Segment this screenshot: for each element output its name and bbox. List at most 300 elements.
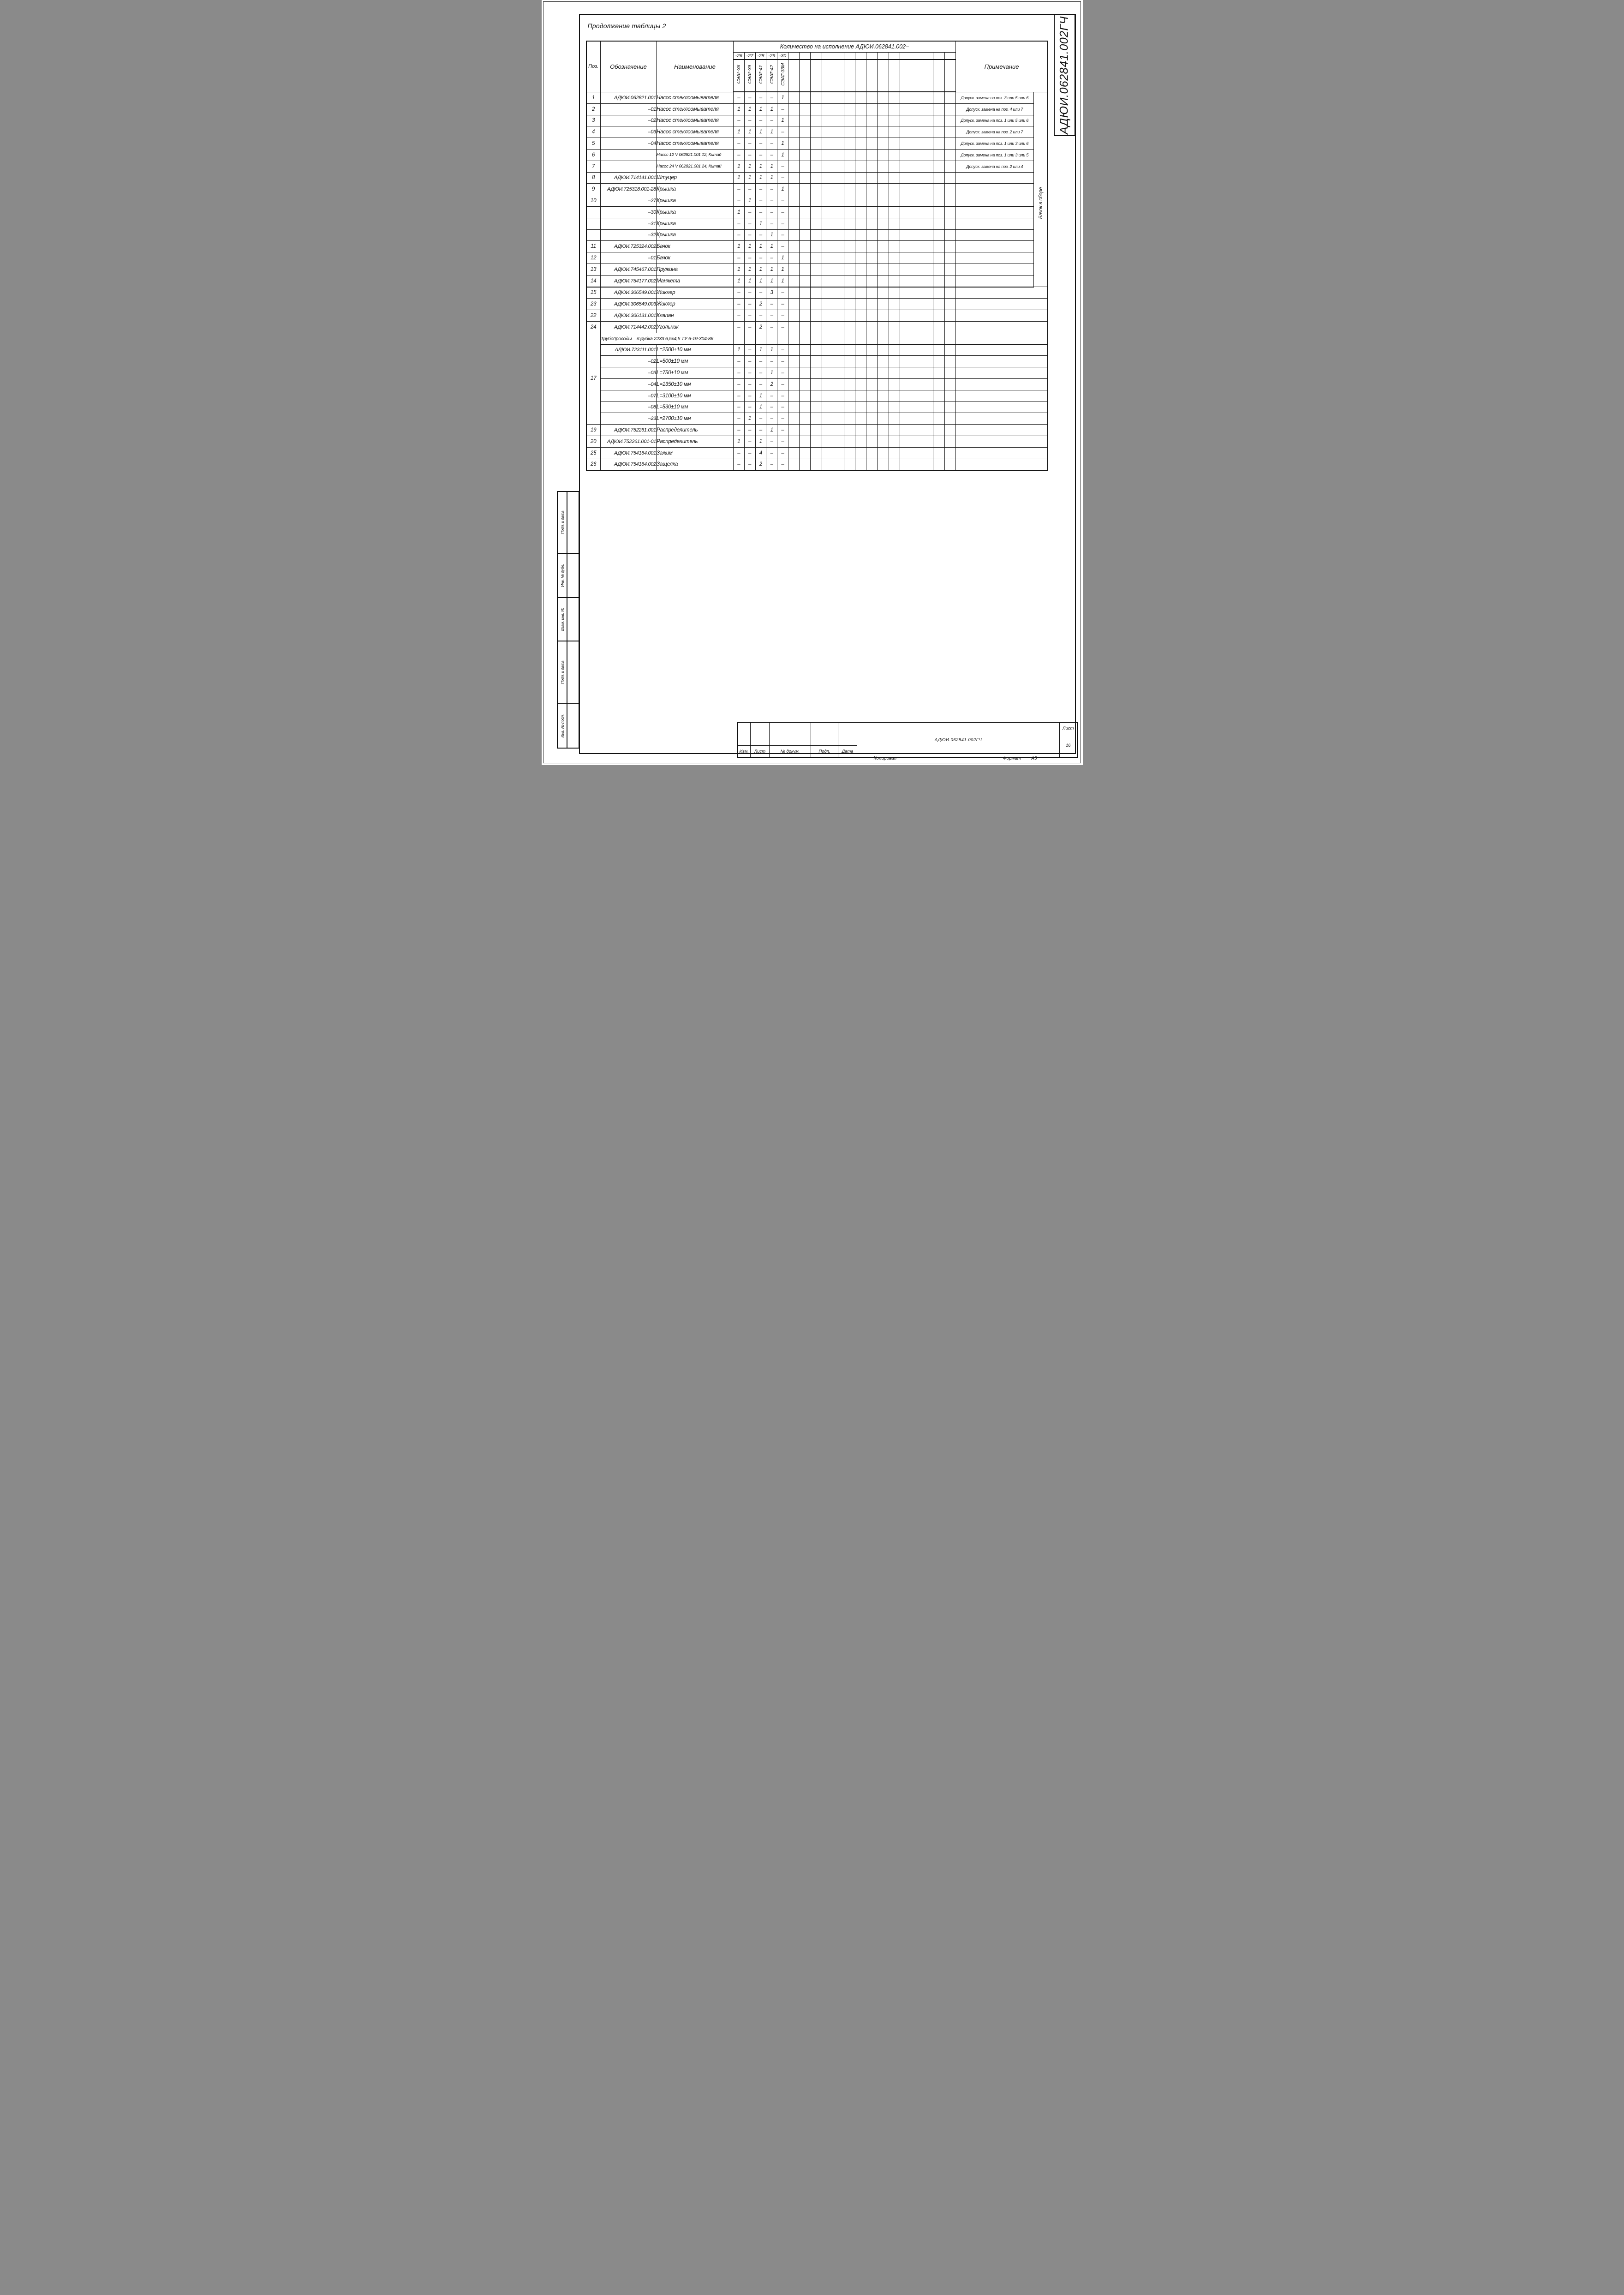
qty-empty-cell (900, 92, 911, 103)
note-cell (955, 436, 1048, 447)
qty-empty-cell (844, 401, 855, 413)
qty-empty-cell (833, 310, 844, 322)
qty-empty-cell (866, 459, 878, 470)
poz-cell: 2 (586, 103, 601, 115)
qty-cell: 1 (755, 103, 766, 115)
qty-empty-cell (866, 184, 878, 195)
poz-cell: 11 (586, 241, 601, 252)
label-ndokum: № докум. (770, 746, 811, 758)
qty-cell: 1 (777, 115, 788, 126)
qty-empty-cell (866, 138, 878, 150)
qty-col-empty (855, 52, 866, 60)
qty-empty-cell (855, 401, 866, 413)
qty-empty-cell (788, 356, 799, 367)
qty-empty-cell (844, 115, 855, 126)
qty-cell: – (777, 299, 788, 310)
qty-empty-cell (911, 378, 922, 390)
qty-empty-cell (866, 344, 878, 356)
qty-empty-cell (833, 378, 844, 390)
revision-cell (751, 734, 770, 746)
qty-empty-cell (800, 229, 811, 241)
qty-cell: 1 (744, 126, 755, 138)
qty-empty-cell (900, 184, 911, 195)
qty-empty-cell (788, 344, 799, 356)
qty-col-empty (900, 52, 911, 60)
note-cell (955, 299, 1048, 310)
qty-empty-cell (889, 321, 900, 333)
qty-cell: – (766, 401, 777, 413)
qty-col-model: СЭАТ-41 (755, 60, 766, 92)
qty-cell: – (766, 115, 777, 126)
qty-empty-cell (944, 310, 955, 322)
qty-empty-cell (900, 401, 911, 413)
qty-empty-cell (822, 115, 833, 126)
qty-empty-cell (944, 206, 955, 218)
qty-empty-cell (855, 287, 866, 299)
qty-empty-cell (878, 344, 889, 356)
qty-col-empty (866, 60, 878, 92)
qty-empty-cell (833, 275, 844, 287)
qty-empty-cell (933, 92, 944, 103)
designation-cell: АДЮИ.306549.003 (601, 299, 657, 310)
table-row (586, 241, 1048, 252)
stamp-label: Подп. и дата (560, 510, 565, 534)
qty-cell: 1 (755, 172, 766, 184)
stamp-box-4 (557, 641, 579, 704)
name-cell: Распределитель (657, 436, 734, 447)
qty-empty-cell (944, 436, 955, 447)
qty-empty-cell (944, 378, 955, 390)
designation-cell: АДЮИ.725324.002 (601, 241, 657, 252)
qty-cell (755, 333, 766, 344)
designation-cell: АДЮИ.745467.001 (601, 264, 657, 275)
qty-empty-cell (855, 195, 866, 207)
qty-cell: 1 (777, 275, 788, 287)
qty-cell: – (734, 356, 745, 367)
col-header-note: Примечание (955, 41, 1048, 92)
qty-empty-cell (900, 333, 911, 344)
qty-empty-cell (878, 378, 889, 390)
name-cell: Крышка (657, 218, 734, 229)
qty-empty-cell (788, 206, 799, 218)
qty-cell: – (744, 149, 755, 161)
qty-empty-cell (855, 425, 866, 436)
qty-empty-cell (944, 172, 955, 184)
qty-cell: – (777, 390, 788, 401)
designation-cell: –04 (601, 138, 657, 150)
qty-empty-cell (822, 367, 833, 379)
qty-cell: 1 (744, 413, 755, 425)
stamp-box-5 (557, 703, 579, 749)
qty-empty-cell (911, 126, 922, 138)
qty-empty-cell (822, 356, 833, 367)
note-cell (955, 390, 1048, 401)
qty-empty-cell (889, 275, 900, 287)
qty-empty-cell (922, 161, 933, 172)
qty-empty-cell (933, 126, 944, 138)
qty-cell: – (766, 252, 777, 264)
table-row (586, 459, 1048, 470)
qty-cell: – (734, 390, 745, 401)
qty-empty-cell (800, 459, 811, 470)
revision-cell (770, 734, 811, 746)
table-row (586, 378, 1048, 390)
qty-empty-cell (800, 378, 811, 390)
qty-empty-cell (811, 390, 822, 401)
qty-empty-cell (889, 241, 900, 252)
name-cell: Манжета (657, 275, 734, 287)
qty-empty-cell (911, 436, 922, 447)
qty-empty-cell (811, 218, 822, 229)
qty-empty-cell (866, 447, 878, 459)
qty-empty-cell (833, 172, 844, 184)
qty-empty-cell (866, 115, 878, 126)
qty-col-index: -29 (766, 52, 777, 60)
qty-col-model: СЭАТ-42 (766, 60, 777, 92)
qty-empty-cell (811, 103, 822, 115)
qty-empty-cell (800, 161, 811, 172)
qty-empty-cell (811, 264, 822, 275)
qty-empty-cell (811, 92, 822, 103)
designation-cell: –31 (601, 218, 657, 229)
designation-cell: АДЮИ.306549.001 (601, 287, 657, 299)
qty-empty-cell (878, 241, 889, 252)
qty-empty-cell (911, 161, 922, 172)
qty-empty-cell (900, 378, 911, 390)
qty-empty-cell (833, 229, 844, 241)
poz-cell: 14 (586, 275, 601, 287)
qty-empty-cell (800, 367, 811, 379)
poz-cell: 13 (586, 264, 601, 275)
table-row (586, 103, 1048, 115)
title-block-row (738, 722, 1077, 734)
qty-cell (744, 333, 755, 344)
qty-cell: 1 (755, 390, 766, 401)
poz-cell: 23 (586, 299, 601, 310)
revision-cell (838, 722, 857, 734)
note-cell (955, 218, 1033, 229)
qty-empty-cell (878, 161, 889, 172)
qty-empty-cell (822, 138, 833, 150)
qty-empty-cell (844, 413, 855, 425)
qty-empty-cell (800, 252, 811, 264)
note-cell (955, 333, 1048, 344)
qty-cell: – (777, 367, 788, 379)
qty-empty-cell (800, 103, 811, 115)
qty-empty-cell (889, 390, 900, 401)
qty-empty-cell (855, 459, 866, 470)
qty-empty-cell (800, 275, 811, 287)
qty-col-model: СЭАТ-39 (744, 60, 755, 92)
name-cell: Штуцер (657, 172, 734, 184)
qty-empty-cell (878, 413, 889, 425)
qty-cell: – (777, 344, 788, 356)
qty-cell: – (755, 425, 766, 436)
qty-cell: – (755, 184, 766, 195)
qty-empty-cell (833, 138, 844, 150)
table-row (586, 447, 1048, 459)
table-row (586, 206, 1048, 218)
qty-empty-cell (866, 195, 878, 207)
qty-empty-cell (911, 310, 922, 322)
qty-cell: 1 (734, 241, 745, 252)
qty-cell: – (777, 287, 788, 299)
name-cell: L=530±10 мм (657, 401, 734, 413)
qty-empty-cell (833, 149, 844, 161)
spec-table-body (586, 92, 1048, 470)
qty-empty-cell (911, 287, 922, 299)
qty-cell: – (744, 459, 755, 470)
qty-empty-cell (878, 425, 889, 436)
spec-table-header (586, 41, 1048, 92)
table-row (586, 252, 1048, 264)
label-izm: Изм. (738, 746, 751, 758)
poz-cell: 9 (586, 184, 601, 195)
qty-empty-cell (855, 321, 866, 333)
qty-empty-cell (900, 206, 911, 218)
qty-empty-cell (788, 367, 799, 379)
qty-empty-cell (822, 299, 833, 310)
qty-cell: – (766, 310, 777, 322)
qty-empty-cell (922, 229, 933, 241)
qty-empty-cell (922, 459, 933, 470)
qty-empty-cell (900, 321, 911, 333)
qty-empty-cell (933, 161, 944, 172)
note-cell (955, 413, 1048, 425)
qty-cell: – (777, 206, 788, 218)
qty-empty-cell (844, 241, 855, 252)
qty-empty-cell (900, 218, 911, 229)
qty-empty-cell (800, 218, 811, 229)
qty-empty-cell (844, 138, 855, 150)
qty-empty-cell (788, 299, 799, 310)
qty-empty-cell (788, 229, 799, 241)
qty-cell: – (777, 161, 788, 172)
qty-cell: – (777, 436, 788, 447)
col-header-poz: Поз. (586, 41, 601, 92)
format-value: А3 (1031, 756, 1037, 761)
qty-cell: 1 (734, 206, 745, 218)
qty-empty-cell (844, 275, 855, 287)
qty-empty-cell (800, 390, 811, 401)
qty-empty-cell (900, 367, 911, 379)
qty-empty-cell (822, 436, 833, 447)
name-cell: Крышка (657, 195, 734, 207)
poz-cell: 20 (586, 436, 601, 447)
note-cell (955, 195, 1033, 207)
note-cell (955, 310, 1048, 322)
qty-empty-cell (844, 229, 855, 241)
designation-cell: АДЮИ.306131.001 (601, 310, 657, 322)
revision-cell (738, 734, 751, 746)
qty-empty-cell (866, 275, 878, 287)
qty-empty-cell (889, 425, 900, 436)
qty-empty-cell (844, 356, 855, 367)
note-cell: Допуск. замена на поз. 1 или 3 или 6 (955, 138, 1033, 150)
qty-empty-cell (944, 459, 955, 470)
qty-empty-cell (788, 264, 799, 275)
stamp-box-1 (557, 491, 579, 554)
qty-empty-cell (944, 321, 955, 333)
qty-cell: – (734, 459, 745, 470)
qty-cell: – (766, 218, 777, 229)
qty-empty-cell (844, 287, 855, 299)
designation-cell: АДЮИ.754164.001 (601, 447, 657, 459)
qty-empty-cell (811, 436, 822, 447)
qty-empty-cell (800, 321, 811, 333)
note-cell (955, 172, 1033, 184)
qty-empty-cell (866, 264, 878, 275)
note-cell: Допуск. замена на поз. 3 или 5 или 6 (955, 92, 1033, 103)
qty-cell: – (744, 115, 755, 126)
qty-cell: – (744, 252, 755, 264)
qty-empty-cell (911, 367, 922, 379)
qty-empty-cell (855, 138, 866, 150)
note-cell (955, 367, 1048, 379)
qty-empty-cell (788, 195, 799, 207)
qty-empty-cell (911, 195, 922, 207)
note-cell (955, 447, 1048, 459)
revision-cell (751, 722, 770, 734)
qty-cell: 1 (744, 275, 755, 287)
qty-col-empty (800, 52, 811, 60)
qty-empty-cell (922, 356, 933, 367)
qty-cell: – (734, 321, 745, 333)
qty-empty-cell (900, 356, 911, 367)
note-cell: Допуск. замена на поз. 4 или 7 (955, 103, 1033, 115)
qty-empty-cell (944, 92, 955, 103)
qty-cell: – (744, 367, 755, 379)
qty-cell: – (734, 184, 745, 195)
qty-empty-cell (833, 425, 844, 436)
qty-empty-cell (900, 425, 911, 436)
qty-empty-cell (911, 390, 922, 401)
qty-empty-cell (855, 367, 866, 379)
qty-cell: – (777, 126, 788, 138)
qty-empty-cell (878, 172, 889, 184)
qty-empty-cell (833, 264, 844, 275)
name-cell: Насос стеклоомывателя (657, 92, 734, 103)
qty-cell: 1 (755, 436, 766, 447)
qty-empty-cell (800, 299, 811, 310)
qty-empty-cell (788, 390, 799, 401)
qty-empty-cell (811, 459, 822, 470)
qty-empty-cell (811, 321, 822, 333)
qty-empty-cell (800, 413, 811, 425)
qty-cell: – (777, 378, 788, 390)
qty-empty-cell (855, 436, 866, 447)
qty-empty-cell (788, 459, 799, 470)
qty-empty-cell (855, 184, 866, 195)
qty-empty-cell (911, 218, 922, 229)
qty-empty-cell (844, 161, 855, 172)
stamp-label: Взам. инв. № (560, 607, 565, 631)
qty-empty-cell (922, 378, 933, 390)
side-note-cell (1033, 92, 1048, 287)
poz-cell: 8 (586, 172, 601, 184)
qty-empty-cell (866, 413, 878, 425)
qty-empty-cell (822, 195, 833, 207)
qty-empty-cell (788, 310, 799, 322)
qty-cell: – (734, 229, 745, 241)
qty-cell: – (744, 287, 755, 299)
qty-empty-cell (822, 321, 833, 333)
qty-empty-cell (788, 184, 799, 195)
poz-cell: 26 (586, 459, 601, 470)
qty-empty-cell (900, 447, 911, 459)
qty-empty-cell (844, 310, 855, 322)
qty-empty-cell (822, 184, 833, 195)
qty-cell: – (755, 356, 766, 367)
name-cell: L=3100±10 мм (657, 390, 734, 401)
qty-empty-cell (944, 401, 955, 413)
qty-empty-cell (944, 218, 955, 229)
qty-cell: 1 (777, 138, 788, 150)
qty-empty-cell (911, 321, 922, 333)
qty-cell: – (744, 299, 755, 310)
designation-cell: АДЮИ.752261.001-01 (601, 436, 657, 447)
qty-empty-cell (889, 161, 900, 172)
qty-empty-cell (922, 413, 933, 425)
qty-empty-cell (800, 287, 811, 299)
qty-cell: – (755, 367, 766, 379)
qty-cell: – (744, 436, 755, 447)
qty-cell: 1 (766, 126, 777, 138)
table-row (586, 126, 1048, 138)
qty-empty-cell (900, 252, 911, 264)
qty-empty-cell (922, 333, 933, 344)
qty-empty-cell (911, 344, 922, 356)
qty-empty-cell (922, 184, 933, 195)
qty-empty-cell (878, 436, 889, 447)
qty-empty-cell (855, 333, 866, 344)
qty-empty-cell (900, 413, 911, 425)
qty-cell (777, 333, 788, 344)
qty-empty-cell (866, 149, 878, 161)
qty-empty-cell (911, 184, 922, 195)
qty-empty-cell (933, 264, 944, 275)
qty-empty-cell (944, 252, 955, 264)
qty-cell: 1 (734, 172, 745, 184)
qty-cell: 1 (766, 172, 777, 184)
qty-empty-cell (855, 413, 866, 425)
qty-col-empty (855, 60, 866, 92)
name-cell: Защелка (657, 459, 734, 470)
qty-empty-cell (911, 229, 922, 241)
qty-empty-cell (944, 195, 955, 207)
qty-cell: – (777, 241, 788, 252)
qty-col-empty (911, 60, 922, 92)
qty-empty-cell (822, 333, 833, 344)
qty-empty-cell (855, 126, 866, 138)
poz-cell: 15 (586, 287, 601, 299)
qty-empty-cell (844, 264, 855, 275)
poz-cell: 22 (586, 310, 601, 322)
qty-empty-cell (922, 115, 933, 126)
qty-empty-cell (800, 241, 811, 252)
note-cell (955, 287, 1048, 299)
qty-cell: – (734, 252, 745, 264)
qty-empty-cell (855, 172, 866, 184)
qty-empty-cell (933, 425, 944, 436)
qty-empty-cell (911, 252, 922, 264)
qty-col-empty (933, 60, 944, 92)
qty-empty-cell (944, 115, 955, 126)
qty-empty-cell (866, 390, 878, 401)
name-cell: Клапан (657, 310, 734, 322)
qty-empty-cell (866, 126, 878, 138)
qty-empty-cell (878, 275, 889, 287)
